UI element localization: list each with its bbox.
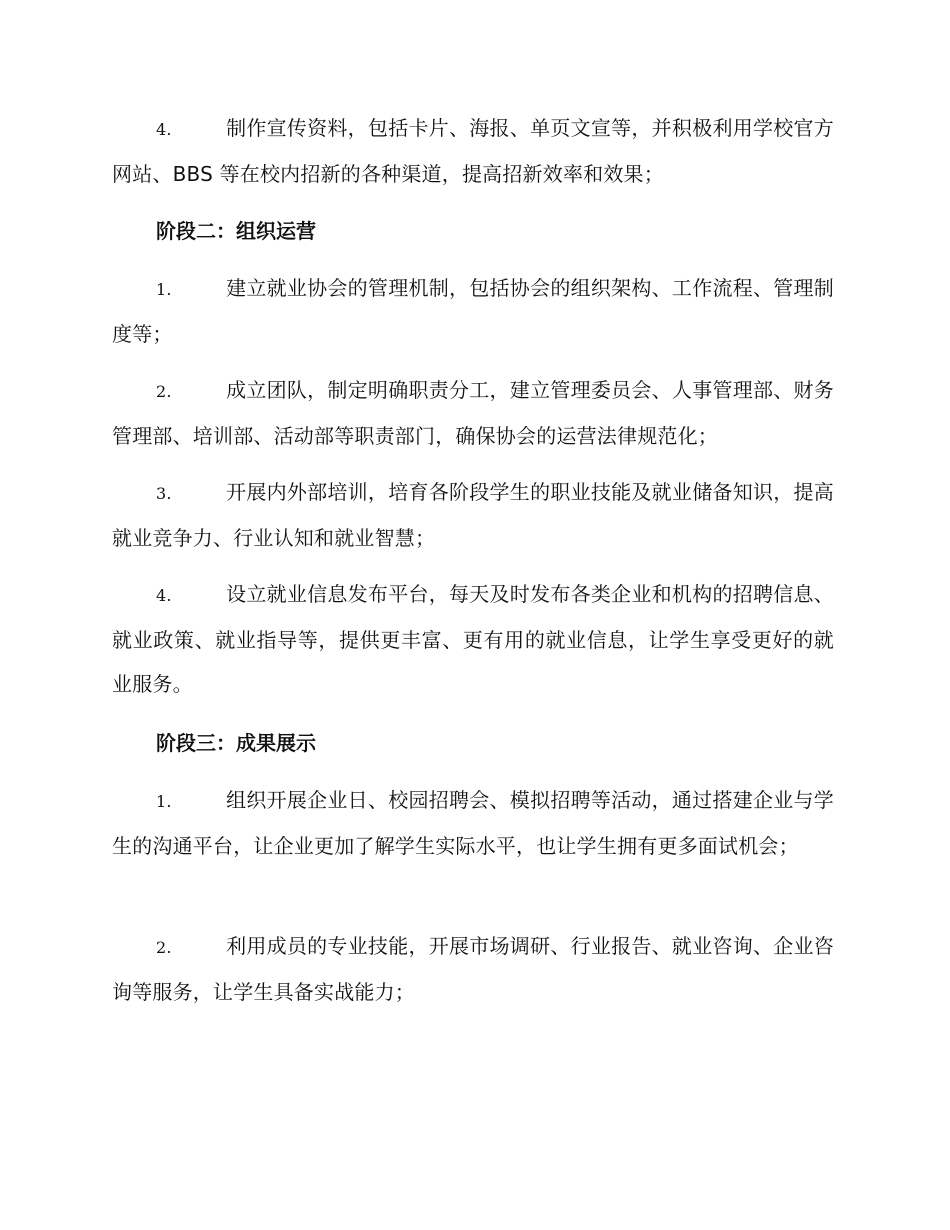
item-text: 设立就业信息发布平台，每天及时发布各类企业和机构的招聘信息、就业政策、就业指导等，提供更丰富、更有用的就业信息，让学生享受更好的就业服务。 bbox=[112, 582, 834, 696]
item-number: 4. bbox=[156, 586, 172, 605]
item-number: 1. bbox=[156, 792, 172, 811]
item-number: 1. bbox=[156, 280, 172, 299]
stage3-heading: 阶段三：成果展示 bbox=[156, 731, 316, 755]
item-text: 建立就业协会的管理机制，包括协会的组织架构、工作流程、管理制度等； bbox=[112, 276, 834, 346]
stage2-item-2 bbox=[112, 368, 834, 458]
stage2-item-1 bbox=[112, 266, 834, 356]
stage3-item-1 bbox=[112, 778, 834, 868]
item-text: 成立团队，制定明确职责分工，建立管理委员会、人事管理部、财务管理部、培训部、活动部等职责部门，确保协会的运营法律规范化； bbox=[112, 378, 834, 448]
item-text: 利用成员的专业技能，开展市场调研、行业报告、就业咨询、企业咨询等服务，让学生具备实战能力； bbox=[112, 934, 834, 1004]
stage3-item-2 bbox=[112, 924, 834, 1014]
stage2-item-3 bbox=[112, 470, 834, 560]
item-number: 2. bbox=[156, 938, 172, 957]
item-text: 开展内外部培训，培育各阶段学生的职业技能及就业储备知识，提高就业竞争力、行业认知和就业智慧； bbox=[112, 480, 834, 550]
item-text: 组织开展企业日、校园招聘会、模拟招聘等活动，通过搭建企业与学生的沟通平台，让企业更加了解学生实际水平，也让学生拥有更多面试机会； bbox=[112, 788, 834, 858]
item-number: 2. bbox=[156, 382, 172, 401]
item-number: 4. bbox=[156, 120, 172, 139]
stage2-item-4 bbox=[112, 572, 834, 706]
intro-item-4 bbox=[112, 106, 834, 196]
item-number: 3. bbox=[156, 484, 172, 503]
item-text: 制作宣传资料，包括卡片、海报、单页文宣等，并积极利用学校官方网站、BBS 等在校内招新的各种渠道，提高招新效率和效果； bbox=[112, 116, 834, 186]
stage2-heading: 阶段二：组织运营 bbox=[156, 219, 316, 243]
